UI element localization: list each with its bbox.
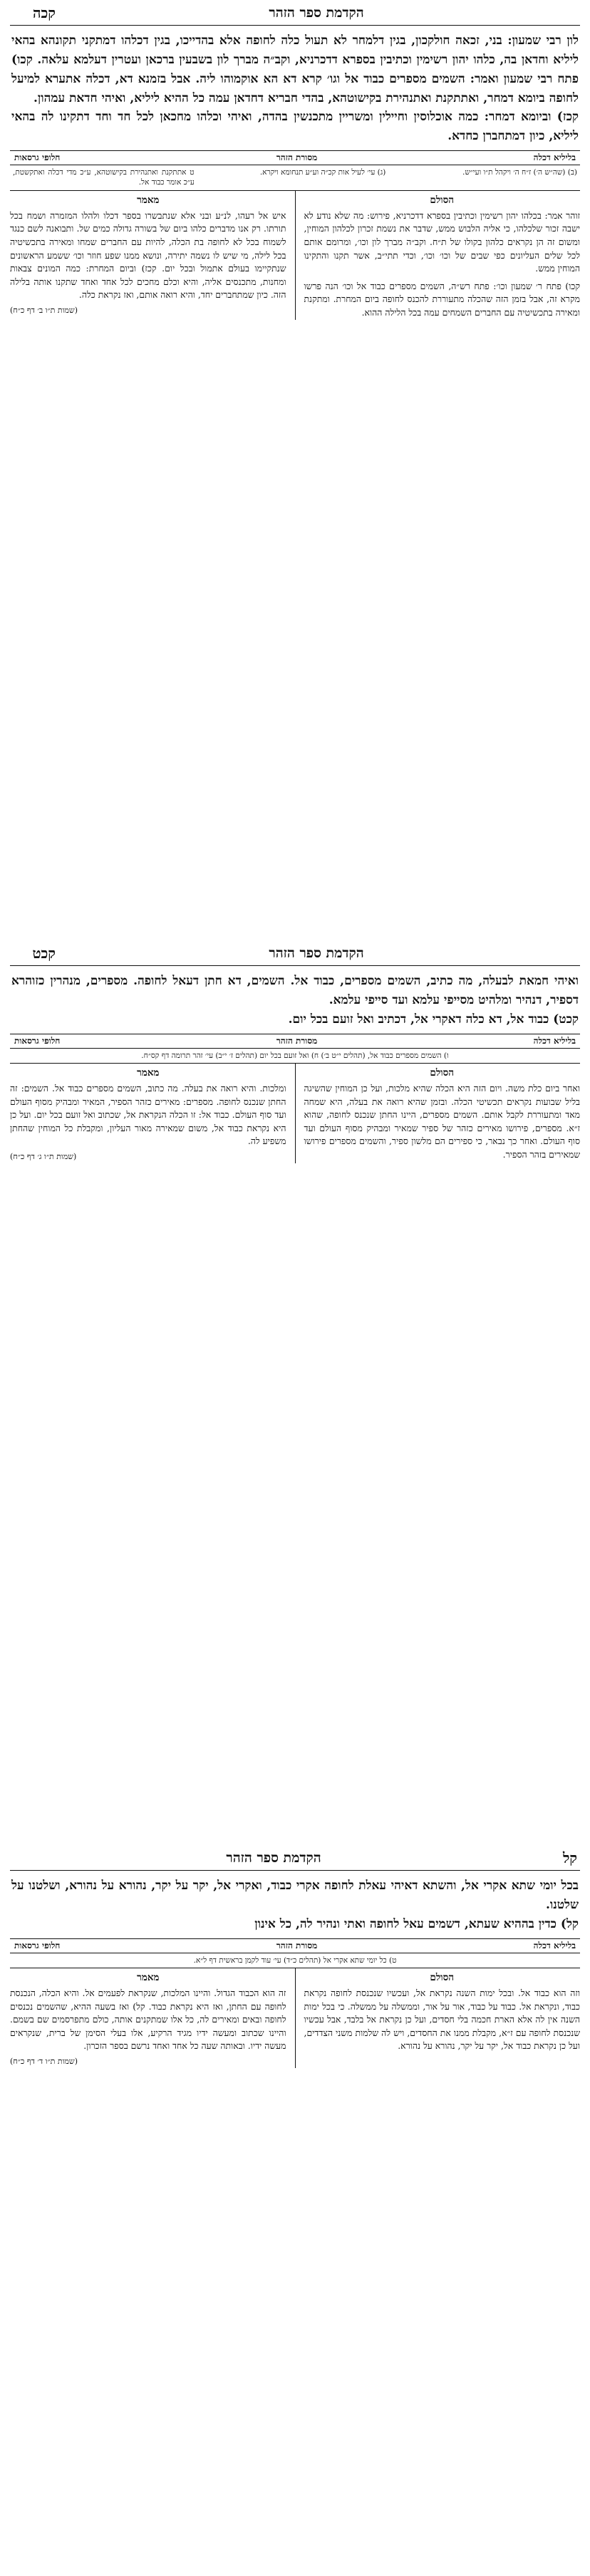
commentary-columns xyxy=(10,1968,580,2068)
notes-row xyxy=(10,165,580,190)
sulam-heading: הסולם xyxy=(430,194,455,206)
bar-left: חלופי גרסאות xyxy=(14,1035,61,1046)
main-paragraph: לון רבי שמעון: בני, זכאה חולקכון, בגין דלמחר לא תעול כלה לחופה אלא בהדייכו, בגין דכלהו דמתקני תקונהא בהאי ליליא וחדאן בה, כלהו יהון רשימין וכתיבין בספרא דדכרניא, וקב״ה מברך לון בשבעין ברכאן ועטרין דעלמא עלאה. קכו) פתח רבי שמעון ואמר: השמים מספרים כבוד אל וגו׳ קרא דא הא אוקמוהו ליה. אבל בזמנא דא, דכלה אתערא למיעל לחופה ביומא דמחר, ואתתקנת ואתנהירת בקישוטהא, בהדי חבריא דחדאן עמה כל ההיא ליליא, ואיהי חדאת עמהון. xyxy=(11,33,579,105)
sulam-text-2: קכו) פתח ר׳ שמעון וכו׳: פתח רש״ה, השמים מספרים כבוד אל וכו׳ הנה פרשו מקרא זה, אבל בזמן הזה שהכלה מתעוררת להכנס לחופה ביום המחרת. ומתקנת ומאירה בתכשיטיה עם החברים השמחים עמה בכל הלילה ההוא. xyxy=(304,280,580,318)
notes-center: (ג) עי׳ לעיל אות קכ״ה וע״ע תנחומא ויקרא. xyxy=(259,168,386,177)
column-divider xyxy=(295,1064,296,1163)
maamar-text: ומלכות. והיא רואה את בעלה. מה כתוב, השמים מספרים כבוד אל. השמים: זה החתן שנכנס לחופה. מספרים: מאירים כזהר הספיר, המאיר ומבהיק מסוף העולם ועד סוף העולם. כבוד אל: זו הכלה הנקראת אל, שכתוב ואל זועם בכל יום. ועל כן היא נקראת כבוד אל, משום שמאירה מאור העליון, ומקבלת כל המוחין שהחתן משפיע לה. xyxy=(10,1083,286,1147)
main-paragraph-2: קכט) כבוד אל, דא כלה דאקרי אל, דכתיב ואל זועם בכל יום. xyxy=(288,1012,579,1027)
running-header xyxy=(10,940,580,966)
page-number: קכה xyxy=(33,4,56,21)
maamar-column xyxy=(10,191,286,317)
page-number: קל xyxy=(562,1849,577,1866)
bar-right: בליליא דכלה xyxy=(533,152,576,163)
main-zohar-text xyxy=(10,1871,580,1934)
main-zohar-text xyxy=(10,26,580,146)
column-divider xyxy=(295,1968,296,2068)
main-paragraph: ואיהי חמאת לבעלה, מה כתיב, השמים מספרים, כבוד אל. השמים, דא חתן דעאל לחופה. מספרים, מנהרין כזוהרא דספיר, דנהיר ומלהיט מסייפי עלמא ועד סייפי עלמא. xyxy=(11,974,579,1007)
commentary-columns xyxy=(10,1064,580,1163)
column-divider xyxy=(295,191,296,320)
sulam-column xyxy=(304,1968,581,2053)
main-zohar-text xyxy=(10,966,580,1029)
source-ref: (שמות ת״ו ד׳ דף כ״ח) xyxy=(10,2057,78,2067)
commentary-columns xyxy=(10,191,580,320)
source-ref: (שמות ת״ו ג׳ דף כ״ח) xyxy=(10,1152,77,1162)
sulam-text: וזה הוא כבוד אל. ובכל ימות השנה נקראת אל, ועכשיו שנכנסת לחופה נקראת כבוד, ונקראת אל. כבוד על כבוד, אור על אור, וממשלה על ממשלה. כי בכל ימות השנה אין לה אלא הארת חכמה בלי חסדים, ועל כן נקראת אל בלבד, אבל עכשיו שנכנסת לחופה עם ז״א, מקבלת ממנו את החסדים, ויש לה שלמות משני הצדדים, ועל כן נקראת כבוד אל, יקר על יקר, נהורא על נהורא. xyxy=(304,1988,580,2052)
section-bar xyxy=(10,1938,580,1953)
notes-right: (ב) (שה״ש ה׳) ז״ח ה׳ ויקהל ת״ו ועי״ש. xyxy=(462,168,577,177)
main-paragraph: בכל יומי שתא אקרי אל, והשתא דאיהי עאלת לחופה אקרי כבוד, ואקרי אל, יקר על יקר, נהורא על נהורא, ושלטנו על שלטנו. xyxy=(11,1879,579,1912)
bar-right: בליליא דכלה xyxy=(533,1940,576,1951)
sulam-heading: הסולם xyxy=(430,1971,455,1983)
notes-left: ט אתתקנת ואתנהירת בקישוטהא, ע״כ מדי דכלה ואתקשטת, ע״כ אומר כבוד אל. xyxy=(12,168,195,187)
page-1 xyxy=(0,0,590,427)
section-bar xyxy=(10,1034,580,1049)
maamar-column xyxy=(10,1064,286,1163)
main-paragraph-2: קכז) וביומא דמחר: כמה אוכלוסין וחיילין ומשריין מתכנשין בהדה, ואיהי וכלהו מחכאן לכל חד וחד דתקינו לה בהאי ליליא, כיון דמתחברן כחדא. xyxy=(11,110,579,144)
running-header xyxy=(10,0,580,26)
running-header xyxy=(10,1845,580,1871)
source-ref: (שמות ת״ו ב׳ דף כ״ח) xyxy=(10,306,78,316)
sulam-column xyxy=(304,1064,581,1162)
bar-right: בליליא דכלה xyxy=(533,1035,576,1046)
bar-center: מסורת הזהר xyxy=(276,1940,318,1951)
maamar-heading: מאמר xyxy=(137,1971,160,1983)
page-title: הקדמת ספר הזהר xyxy=(226,1850,321,1866)
bar-center: מסורת הזהר xyxy=(276,152,318,163)
bar-center: מסורת הזהר xyxy=(276,1035,318,1046)
page-title: הקדמת ספר הזהר xyxy=(269,945,364,961)
section-bar xyxy=(10,150,580,165)
maamar-text: איש אל רעהו, לנ״ע ובני אלא שנתבשרו בספר דכלו ולהלו המזמרה ושמח בכל תורתו. רק אנו מדברים כלהו ביום של בשורה גדולה כמים של. ותבואנה לשם כנגד לשמוח בכל לא לחופה בת הכלה, להיות עם החברים שמחו ומאירה בתכשיטיה בכל לילה, מי שיש לו נשמה יתירה, ונושא ממנו שפע חוזר וכו׳ ששמע הראשונים שנתקיימו בעולם אתמול ובכל יום. קכז) וביום המחרת: כמה המונים צבאות ומחנות, מתכנסים אליה, והיא וכלם מחכים לכל אחד ואחד שתקנו אותה בלילה הזה. כיון שמתחברים יחד, והיא רואה אותם, ואז נקראת כלה. xyxy=(10,209,286,301)
main-paragraph-2: קל) כדין בההיא שעתא, דשמים עאל לחופה ואתי ונהיר לה, כל אינון xyxy=(254,1916,579,1931)
sulam-text: זוהר אמר: בכלהו יהון רשימין וכתיבין בספרא דדכרניא, פירוש: מה שלא נודע לא ישבה זכור שלכלהו, כי אליה הלבוש ממש, שדבר את נשמת זכרון לכלהון המוחין, ומשום זה הן נקראים כלהון בקולו של ת״ח. וקב״ה מברך לון וכו׳, ומרומם אותם לכל שלים העליונים כפי שבים של וכו׳ וכו׳, וכדי תתי״ב, אשר תקנו והתקינו המוחין ממש. xyxy=(304,209,580,274)
sulam-heading: הסולם xyxy=(430,1066,455,1079)
page-2 xyxy=(0,940,590,1838)
maamar-heading: מאמר xyxy=(137,1066,160,1079)
maamar-column xyxy=(10,1968,286,2068)
maamar-text: זה הוא הכבוד הגדול. והיינו המלכות, שנקראת לפעמים אל. והיא הכלה, הנכנסת לחופה עם החתן, ואז היא נקראת כבוד. קל) ואז בשעה ההיא, שהשמים נכנסים לחופה ובאים ומאירים לה, כל אלו שמתקנים אותה, כולם מתפרסמים שם בשמם. והיינו שכתוב ומעשה ידיו מגיד הרקיע, אלו בעלי הסימן של ברית, שנקראים מעשה ידיו. ובאותה שעה כל אחד ואחד נרשם בספר הזכרון. xyxy=(10,1988,286,2052)
page-3 xyxy=(0,1845,590,2572)
notes-row: ו) השמים מספרים כבוד אל, (תהלים י״ט ב׳) ח) ואל זועם בכל יום (תהלים ז׳ י״ב) עי׳ זהר תרומה דף קס״ח. xyxy=(10,1049,580,1064)
bar-left: חלופי גרסאות xyxy=(14,152,61,163)
notes-row: ט) כל יומי שתא אקרי אל (תהלים כ״ד) עי׳ עוד לקמן בראשית דף ל״א. xyxy=(10,1953,580,1968)
bar-left: חלופי גרסאות xyxy=(14,1940,61,1951)
page-title: הקדמת ספר הזהר xyxy=(269,5,364,21)
sulam-text: ואחר ביום כלת משה. ויום הזה היא הכלה שהיא מלכות, ועל כן המוחין שהשיגה בליל שבועות נקראים תכשיטי הכלה. ובזמן שהיא רואה את בעלה, היא שמחה מאד ומתעוררת לקבל אותם. השמים מספרים, היינו החתן שנכנס לחופה, שהוא ז״א. מספרים, פירושו מאירים כזהר של ספיר שמאיר ומבהיק מסוף העולם ועד סוף העולם. ואחר כך נבאר, כי ספירים הם מלשון ספיר, והשמים מספרים פירושו שמאירים בזהר הספיר. xyxy=(304,1083,580,1160)
maamar-heading: מאמר xyxy=(137,194,160,206)
sulam-column xyxy=(304,191,581,320)
page-number: קכט xyxy=(32,945,56,962)
